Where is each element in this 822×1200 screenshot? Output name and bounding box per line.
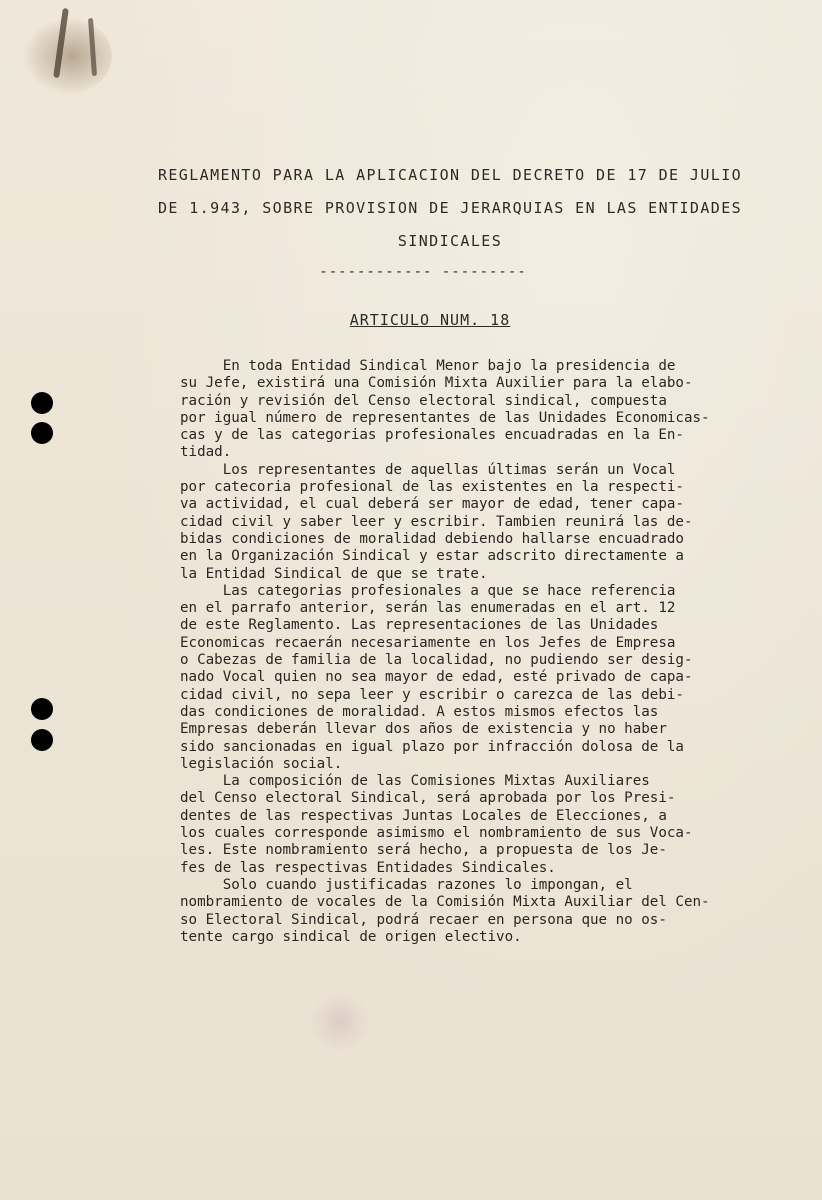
body-line: so Electoral Sindical, podrá recaer en persona que no os- — [180, 911, 667, 928]
body-line: tente cargo sindical de origen electivo. — [180, 928, 522, 945]
body-line: En toda Entidad Sindical Menor bajo la presidencia de — [180, 358, 676, 374]
body-line: o Cabezas de familia de la localidad, no pudiendo ser desig- — [180, 652, 693, 669]
body-line: en la Organización Sindical y estar adscrito directamente a — [180, 548, 684, 565]
body-line: bidas condiciones de moralidad debiendo hallarse encuadrado — [180, 530, 684, 547]
body-line: va actividad, el cual deberá ser mayor de edad, tener capa- — [180, 496, 684, 513]
body-line: fes de las respectivas Entidades Sindicales. — [180, 859, 556, 876]
body-line: La composición de las Comisiones Mixtas Auxiliares — [180, 773, 650, 790]
body-line: legislación social. — [180, 755, 343, 772]
body-line: sido sancionadas en igual plazo por infracción dolosa de la — [180, 738, 684, 755]
body-line: Solo cuando justificadas razones lo impongan, el — [180, 876, 633, 893]
body-line: por igual número de representantes de las Unidades Economicas- — [180, 409, 710, 426]
body-line: cidad civil, no sepa leer y escribir o carezca de las debi- — [180, 686, 684, 703]
paper-stain — [24, 18, 112, 94]
body-line: cas y de las categorias profesionales encuadradas en la En- — [180, 427, 684, 444]
body-line: la Entidad Sindical de que se trate. — [180, 565, 488, 582]
body-line: dentes de las respectivas Juntas Locales de Elecciones, a — [180, 807, 667, 824]
body-line: tidad. — [180, 444, 232, 461]
body-line: nombramiento de vocales de la Comisión Mixta Auxiliar del Cen- — [180, 894, 710, 911]
punch-hole — [31, 392, 53, 414]
body-line: por catecoria profesional de las existentes en la respecti- — [180, 479, 684, 496]
body-line: das condiciones de moralidad. A estos mismos efectos las — [180, 703, 659, 720]
body-line: nado Vocal quien no sea mayor de edad, esté privado de capa- — [180, 669, 693, 686]
body-line: Empresas deberán llevar dos años de existencia y no haber — [180, 721, 667, 738]
body-line: les. Este nombramiento será hecho, a propuesta de los Je- — [180, 842, 667, 859]
punch-hole — [31, 698, 53, 720]
article-heading: ARTICULO NUM. 18 — [349, 311, 511, 329]
article-body — [180, 358, 790, 946]
body-line: Las categorias profesionales a que se hace referencia — [180, 582, 676, 599]
body-line: ración y revisión del Censo electoral sindical, compuesta — [180, 392, 667, 409]
body-line: en el parrafo anterior, serán las enumeradas en el art. 12 — [180, 600, 676, 617]
body-line: su Jefe, existirá una Comisión Mixta Auxilier para la elabo- — [180, 375, 693, 392]
body-line: Economicas recaerán necesariamente en los Jefes de Empresa — [180, 634, 676, 651]
title-separator: ------------ --------- — [319, 264, 527, 280]
body-line: de este Reglamento. Las representaciones de las Unidades — [180, 617, 659, 634]
document-title-line-2: DE 1.943, SOBRE PROVISION DE JERARQUIAS EN LAS ENTIDADES — [157, 199, 743, 217]
body-line: los cuales corresponde asimismo el nombramiento de sus Voca- — [180, 825, 693, 842]
archive-watermark — [310, 992, 370, 1052]
body-line: del Censo electoral Sindical, será aprobada por los Presi- — [180, 790, 676, 807]
body-line: cidad civil y saber leer y escribir. Tambien reunirá las de- — [180, 513, 693, 530]
punch-hole — [31, 422, 53, 444]
punch-hole — [31, 729, 53, 751]
body-line: Los representantes de aquellas últimas serán un Vocal — [180, 461, 676, 478]
document-title-line-3: SINDICALES — [397, 232, 503, 250]
document-title-line-1: REGLAMENTO PARA LA APLICACION DEL DECRETO DE 17 DE JULIO — [157, 166, 743, 184]
